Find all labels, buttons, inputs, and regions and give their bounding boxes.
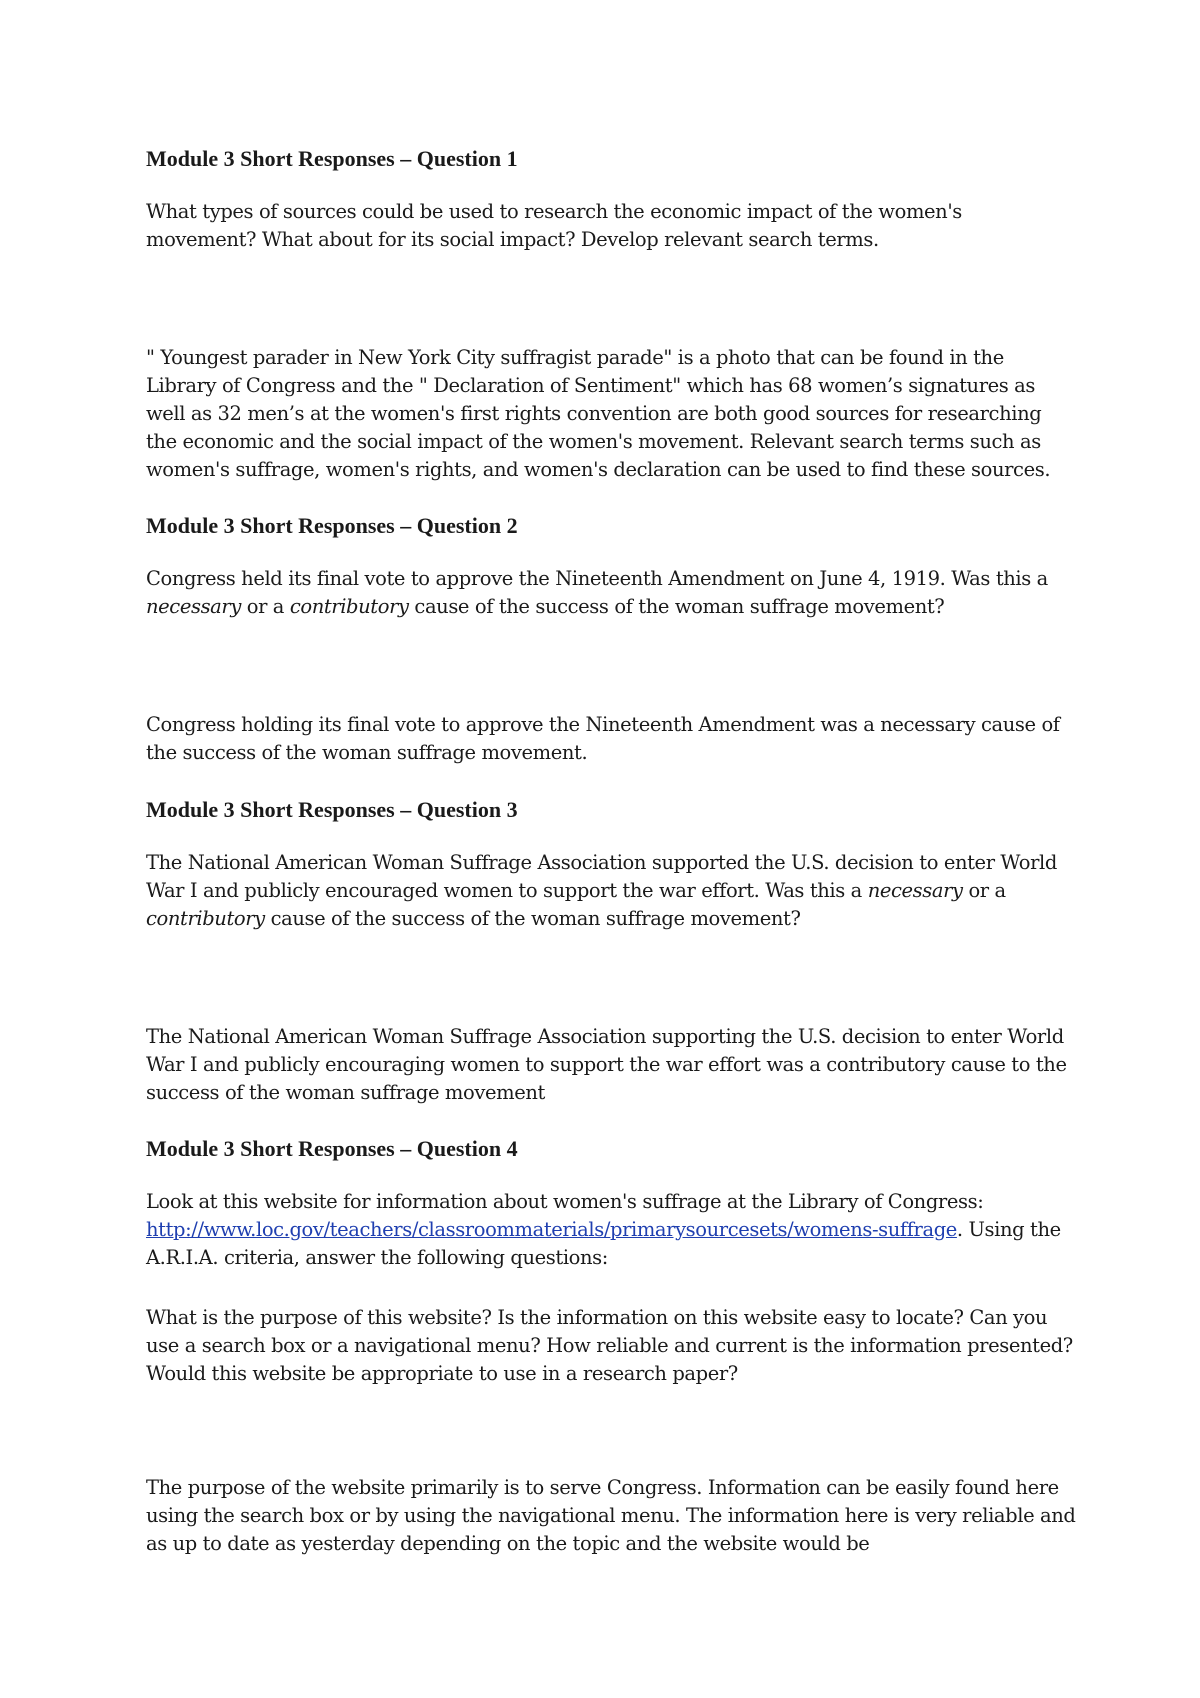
section-question-2 (146, 512, 1076, 621)
question-3-heading: Module 3 Short Responses – Question 3 (146, 797, 518, 822)
question-4-answer: The purpose of the website primarily is to serve Congress. Information can be easily found here using the search box or by using the navigational menu. The information here is very reliable and as up to date as yesterday depending on the topic and the website would be (146, 1476, 1076, 1555)
question-1-prompt: What types of sources could be used to research the economic impact of the women's movement? What about for its social impact? Develop relevant search terms. (146, 200, 962, 251)
section-question-3 (146, 796, 1076, 933)
section-question-4-prompt (146, 1304, 1076, 1388)
question-2-term-necessary: necessary (146, 595, 241, 618)
section-answer-1 (146, 344, 1076, 484)
question-2-term-contributory: contributory (289, 595, 409, 618)
question-2-answer: Congress holding its final vote to approve the Nineteenth Amendment was a necessary cause of the success of the woman suffrage movement. (146, 713, 1060, 764)
question-2-heading: Module 3 Short Responses – Question 2 (146, 513, 518, 538)
library-of-congress-link[interactable]: http://www.loc.gov/teachers/classroommaterials/primarysourcesets/womens-suffrage (146, 1218, 957, 1241)
question-3-prompt-post: cause of the success of the woman suffrage movement? (264, 907, 801, 930)
question-3-term-necessary: necessary (867, 879, 963, 902)
question-3-prompt-mid: or a (962, 879, 1006, 902)
question-2-prompt-mid: or a (240, 595, 290, 618)
question-3-prompt (146, 849, 1076, 933)
question-2-prompt (146, 565, 1076, 621)
question-1-answer: " Youngest parader in New York City suffragist parade" is a photo that can be found in the Library of Congress and the " Declaration of Sentiment" which has 68 women’s signatures as well as 32 men’s at the women's first rights convention are both good sources for researching the economic and the social impact of the women's movement. Relevant search terms such as women's suffrage, women's rights, and women's declaration can be used to find these sources. (146, 346, 1051, 481)
question-4-intro-post: . Using the A.R.I.A. criteria, answer the following questions: (146, 1218, 1061, 1269)
question-4-intro-pre: Look at this website for information about women's suffrage at the Library of Congress: (146, 1190, 984, 1213)
question-3-prompt-pre: The National American Woman Suffrage Association supported the U.S. decision to enter World War I and publicly encouraged women to support the war effort. Was this a (146, 851, 1057, 902)
section-question-4 (146, 1135, 1076, 1272)
section-question-1 (146, 145, 1076, 254)
section-answer-4 (146, 1474, 1076, 1558)
question-2-prompt-post: cause of the success of the woman suffrage movement? (408, 595, 945, 618)
question-4-prompt: What is the purpose of this website? Is the information on this website easy to locate? Can you use a search box or a navigational menu? How reliable and current is the information presented? Would this website be appropriate to use in a research paper? (146, 1306, 1073, 1385)
section-answer-2 (146, 711, 1076, 767)
question-2-prompt-pre: Congress held its final vote to approve the Nineteenth Amendment on June 4, 1919. Was this a (146, 567, 1048, 590)
question-3-answer: The National American Woman Suffrage Association supporting the U.S. decision to enter World War I and publicly encouraging women to support the war effort was a contributory cause to the success of the woman suffrage movement (146, 1025, 1067, 1104)
question-1-heading: Module 3 Short Responses – Question 1 (146, 146, 518, 171)
question-4-heading: Module 3 Short Responses – Question 4 (146, 1136, 518, 1161)
section-answer-3 (146, 1023, 1076, 1107)
question-4-intro (146, 1188, 1076, 1272)
question-3-term-contributory: contributory (146, 907, 265, 930)
